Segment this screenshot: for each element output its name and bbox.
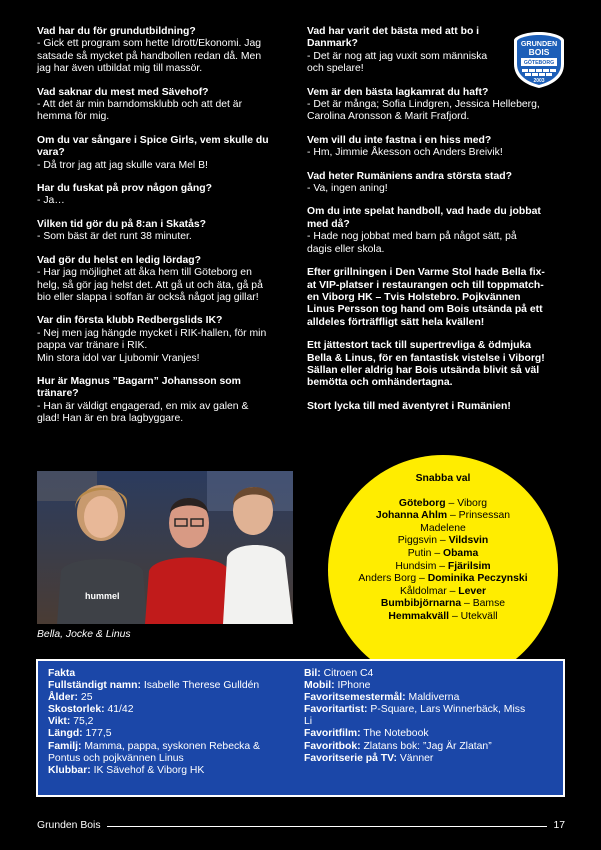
snabba-val-segment: Göteborg [398,497,446,509]
snabba-val-item [328,586,558,599]
fakta-item [304,692,549,704]
question: Vad har varit det bästa med att bo i Danmark? [307,26,480,50]
snabba-val-segment: Hemmakväll [388,610,450,622]
photo-illustration [37,471,293,624]
fakta-value: 25 [78,692,93,704]
answer: - Hm, Jimmie Åkesson och Anders Breivik! [307,147,503,159]
fakta-value: 41/42 [104,704,134,716]
fakta-value: Isabelle Therese Gulldén [140,680,260,692]
qa-block [307,87,562,124]
snabba-val-list [328,498,558,624]
qa-block [37,183,295,208]
snabba-val-segment: – Viborg [445,497,488,509]
logo-text-mid: BOIS [528,47,550,57]
question: Vad saknar du mest med Sävehof? [37,86,209,98]
snabba-val-segment: – Bamse [461,598,506,610]
snabba-val-item [328,611,558,624]
snabba-val-segment: Putin – [407,547,443,559]
fakta-item [304,728,549,740]
question: Vilken tid gör du på 8:an i Skatås? [37,218,206,230]
fakta-value: P-Square, Lars Winnerbäck, Miss Li [304,704,526,728]
question: Vem är den bästa lagkamrat du haft? [307,86,489,98]
snabba-val-segment: – Utekväll [449,610,498,622]
snabba-val-item [328,561,558,574]
fakta-label: Favoritbok: [304,740,361,752]
answer: - Som bäst är det runt 38 minuter. [37,231,192,243]
fakta-label: Mobil: [304,680,335,692]
footer-magazine-name: Grunden Bois [37,820,101,831]
photo-bella-jocke-linus [37,471,293,624]
answer: - Det är nog att jag vuxit som människa och spelare! [307,50,488,75]
fakta-label: Skostorlek: [48,704,105,716]
qa-block [37,315,295,365]
fakta-label: Ålder: [48,692,79,704]
article-paragraph: Stort lycka till med äventyret i Rumänien! [307,400,511,412]
fakta-label: Vikt: [48,716,71,728]
article-paragraph: Ett jättestort tack till supertrevliga & ödmjuka Bella & Linus, för en fantastisk vistelse i Viborg! Sällan eller aldrig har Bois utsända blivit så väl bemötta och omhändertagna. [307,340,545,389]
answer: - Han är väldigt engagerad, en mix av galen & glad! Han är en bra lagbyggare. [37,400,249,425]
snabba-val-segment: Obama [443,547,479,559]
qa-block [37,135,295,172]
snabba-val-segment: – Prinsessan [447,510,511,522]
snabba-val-segment: Johanna Ahlm [375,510,448,522]
fakta-item [48,716,288,728]
snabba-val-segment: Piggsvin – [397,535,449,547]
question: Hur är Magnus ”Bagarn” Johansson som tränare? [37,375,241,400]
snabba-val-item [328,548,558,561]
article-paragraph: Efter grillningen i Den Varme Stol hade Bella fix- at VIP-platser i restaurangen och till toppmatch- en Viborg HK – Tvis Holstebro. Pojkvännen Linus Persson tog hand om Bois utsända på ett alldeles förträffligt sätt hela kvällen! [307,267,545,328]
fakta-item [304,741,549,753]
qa-block [307,171,562,196]
answer: - Hade nog jobbat med barn på något sätt, på dagis eller skola. [307,231,517,255]
snabba-val-segment: Lever [458,585,487,597]
qa-block [37,87,295,124]
fakta-item [304,704,549,728]
footer-divider [107,826,547,827]
fakta-item [48,680,288,692]
logo-text-year: 2003 [533,78,545,84]
photo-shirt-text: hummel [85,591,120,601]
fakta-box [36,659,565,797]
question: Om du var sångare i Spice Girls, vem skulle du vara? [37,134,269,159]
fakta-label: Familj: [48,740,82,752]
fakta-label: Favoritartist: [304,704,368,716]
footer [37,820,565,832]
qa-block [37,26,295,76]
question: Har du fuskat på prov någon gång? [37,183,212,195]
snabba-val-segment: Hundsim – [395,560,448,572]
answer: - Va, ingen aning! [307,183,388,195]
qa-block [37,255,295,305]
fakta-left-column [48,668,288,777]
answer: - Nej men jag hängde mycket i RIK-hallen, för min pappa var tränare i RIK. Min stora idol var Ljubomir Vranjes! [37,327,267,364]
question: Vad heter Rumäniens andra största stad? [307,170,512,182]
fakta-value: Maldiverna [405,692,460,704]
fakta-label: Bil: [304,668,321,679]
snabba-val-item [328,510,558,523]
fakta-item [48,728,288,740]
left-column [37,26,295,437]
qa-block [307,206,562,256]
snabba-val-item [328,523,558,536]
fakta-value: Citroen C4 [320,668,374,679]
snabba-val-segment: Anders Borg – [358,573,428,585]
snabba-val-segment: Vildsvin [448,535,489,547]
snabba-val-item [328,573,558,586]
question: Vad har du för grundutbildning? [37,26,196,37]
fakta-value: Zlatans bok: ”Jag Är Zlatan” [360,740,492,752]
snabba-val-segment: Fjärilsim [447,560,491,572]
page-number: 17 [553,820,565,831]
answer: - Har jag möjlighet att åka hem till Göteborg en helg, så gör jag helst det. Att gå ut och äta, gå på bio eller slappa i soffan är också något jag gillar! [37,267,263,303]
answer: - Gick ett program som hette Idrott/Ekonomi. Jag satsade så mycket på handbollen redan då. Men jag har även utbildat mig till massör. [37,38,262,75]
fakta-item [48,741,288,765]
fakta-value: The Notebook [360,728,429,740]
logo-text-top: GRUNDEN [520,39,558,48]
fakta-label: Fullständigt namn: [48,680,141,692]
answer: - Att det är min barndomsklubb och att det är hemma för mig. [37,99,243,123]
snabba-val-segment: Kåldolmar – [399,585,459,597]
fakta-value: 75,2 [70,716,94,728]
snabba-val-item [328,535,558,548]
qa-block [37,219,295,244]
logo-text-city: GÖTEBORG [523,60,555,66]
snabba-val-segment: Bumbibjörnarna [380,598,462,610]
photo-caption: Bella, Jocke & Linus [37,629,131,640]
snabba-val-title: Snabba val [415,473,471,484]
snabba-val-segment: Dominika Peczynski [427,573,528,585]
fakta-title: Fakta [48,668,76,679]
question: Om du inte spelat handboll, vad hade du jobbat med då? [307,206,541,230]
answer: - Det är många; Sofia Lindgren, Jessica Helleberg, Carolina Aronsson & Marit Frafjord. [307,99,540,123]
question: Var din första klubb Redbergslids IK? [37,315,223,327]
fakta-label: Klubbar: [48,764,91,776]
fakta-right-column [304,668,549,765]
qa-block [37,376,295,426]
answer: - Ja… [37,195,65,207]
fakta-value: IPhone [334,680,371,692]
fakta-item [304,680,549,692]
fakta-value: IK Sävehof & Viborg HK [90,764,205,776]
fakta-item [48,704,288,716]
question: Vad gör du helst en ledig lördag? [37,254,201,266]
fakta-item [304,753,549,765]
snabba-val-item [328,498,558,511]
fakta-item [304,668,549,680]
answer: - Då tror jag att jag skulle vara Mel B! [37,159,208,171]
question: Vem vill du inte fastna i en hiss med? [307,134,492,146]
fakta-value: Vänner [396,752,434,764]
fakta-label: Favoritserie på TV: [304,752,397,764]
fakta-label: Favoritsemestermål: [304,692,406,704]
fakta-item [48,692,288,704]
fakta-label: Längd: [48,728,83,740]
fakta-label: Favoritfilm: [304,728,361,740]
qa-block [307,135,562,160]
snabba-val-segment: Madelene [420,522,466,534]
snabba-val-circle [328,455,558,685]
snabba-val-item [328,598,558,611]
fakta-value: Mamma, pappa, syskonen Rebecka & Pontus och pojkvännen Linus [48,740,260,764]
fakta-item [48,765,288,777]
fakta-value: 177,5 [82,728,112,740]
grunden-bois-logo [512,30,566,90]
